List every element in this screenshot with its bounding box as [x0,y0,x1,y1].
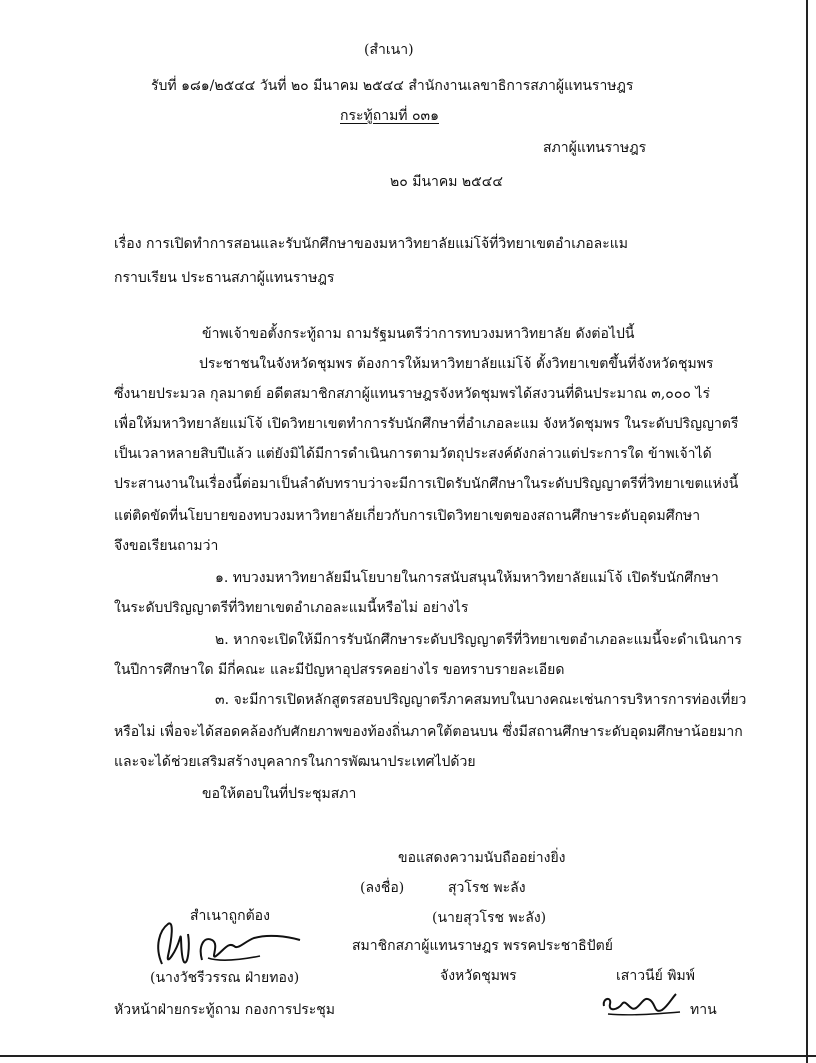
certified-copy-label: สำเนาถูกต้อง [190,908,270,924]
para1-line-2: ซึ่งนายประมวล กุลมาตย์ อดีตสมาชิกสภาผู้แทนราษฎรจังหวัดชุมพรได้สงวนที่ดินประมาณ ๓,๐๐๐ ไร่ [114,386,710,402]
para1-line-5: ประสานงานในเรื่องนี้ต่อมาเป็นลำดับทราบว่าจะมีการเปิดรับนักศึกษาในระดับปริญญาตรีที่วิทยาเขตแห่งนี้ [114,476,739,492]
handwritten-initials-typist [600,990,686,1020]
typist-name: เสาวนีย์ พิมพ์ [616,968,695,984]
page-border-bottom [0,1055,816,1057]
question-1-line-2: ในระดับปริญญาตรีที่วิทยาเขตอำเภอละแมนี้หรือไม่ อย่างไร [114,600,469,616]
para1-line-3: เพื่อให้มหาวิทยาลัยแม่โจ้ เปิดวิทยาเขตทำการรับนักศึกษาที่อำเภอละแม จังหวัดชุมพร ในระดับปริญญาตรี [114,416,739,432]
signer-province: จังหวัดชุมพร [440,968,517,984]
certifier-name: (นางวัชรีวรรณ ฝ่ายทอง) [150,970,300,986]
subject-line: เรื่อง การเปิดทำการสอนและรับนักศึกษาของมหาวิทยาลัยแม่โจ้ที่วิทยาเขตอำเภอละแม [114,236,629,252]
typist-suffix: ทาน [690,1002,717,1018]
question-3-line-3: และจะได้ช่วยเสริมสร้างบุคลากรในการพัฒนาประเทศไปด้วย [114,754,476,770]
signer-printed-name: (นายสุวโรช พะลัง) [432,910,547,926]
sender-org: สภาผู้แทนราษฎร [543,140,647,156]
intro-paragraph: ข้าพเจ้าขอตั้งกระทู้ถาม ถามรัฐมนตรีว่าการทบวงมหาวิทยาลัย ดังต่อไปนี้ [202,326,635,342]
para1-line-4: เป็นเวลาหลายสิบปีแล้ว แต่ยังมิได้มีการดำเนินการตามวัตถุประสงค์ดังกล่าวแต่ประการใด ข้าพเจ้าได้ [114,446,712,462]
copy-mark: (สำเนา) [364,42,414,58]
question-1-line-1: ๑. ทบวงมหาวิทยาลัยมีนโยบายในการสนับสนุนให้มหาวิทยาลัยแม่โจ้ เปิดรับนักศึกษา [215,570,719,586]
closing-request: ขอให้ตอบในที่ประชุมสภา [202,786,357,802]
signer-name: สุวโรช พะลัง [448,880,526,896]
signer-position: สมาชิกสภาผู้แทนราษฎร พรรคประชาธิปัตย์ [352,938,613,954]
para1-line-1: ประชาชนในจังหวัดชุมพร ต้องการให้มหาวิทยาลัยแม่โจ้ ตั้งวิทยาเขตขึ้นที่จังหวัดชุมพร [199,356,714,372]
regards-line: ขอแสดงความนับถืออย่างยิ่ง [398,850,566,866]
question-2-line-1: ๒. หากจะเปิดให้มีการรับนักศึกษาระดับปริญญาตรีที่วิทยาเขตอำเภอละแมนี้จะดำเนินการ [215,632,742,648]
question-number: กระทู้ถามที่ ๐๓๑ [340,108,439,124]
received-line: รับที่ ๑๘๑/๒๕๔๔ วันที่ ๒๐ มีนาคม ๒๕๔๔ สำนักงานเลขาธิการสภาผู้แทนราษฎร [151,78,634,94]
para1-line-7: จึงขอเรียนถามว่า [114,538,219,554]
para1-line-6: แต่ติดขัดที่นโยบายของทบวงมหาวิทยาลัยเกี่ยวกับการเปิดวิทยาเขตของสถานศึกษาระดับอุดมศึกษา [114,508,701,524]
question-3-line-2: หรือไม่ เพื่อจะได้สอดคล้องกับศักยภาพของท้องถิ่นภาคใต้ตอนบน ซึ่งมีสถานศึกษาระดับอุดมศึกษาน้อยมาก [114,724,743,740]
document-date: ๒๐ มีนาคม ๒๕๔๔ [390,174,503,190]
question-3-line-1: ๓. จะมีการเปิดหลักสูตรสอบปริญญาตรีภาคสมทบในบางคณะเช่นการบริหารการท่องเที่ยว [215,692,747,708]
handwritten-signature-certifier [150,916,310,972]
salutation: กราบเรียน ประธานสภาผู้แทนราษฎร [114,270,335,286]
page-border-right [806,0,808,1063]
certifier-title: หัวหน้าฝ่ายกระทู้ถาม กองการประชุม [114,1002,336,1018]
question-2-line-2: ในปีการศึกษาใด มีกี่คณะ และมีปัญหาอุปสรรคอย่างไร ขอทราบรายละเอียด [114,662,565,678]
signed-prefix: (ลงชื่อ) [360,880,405,896]
